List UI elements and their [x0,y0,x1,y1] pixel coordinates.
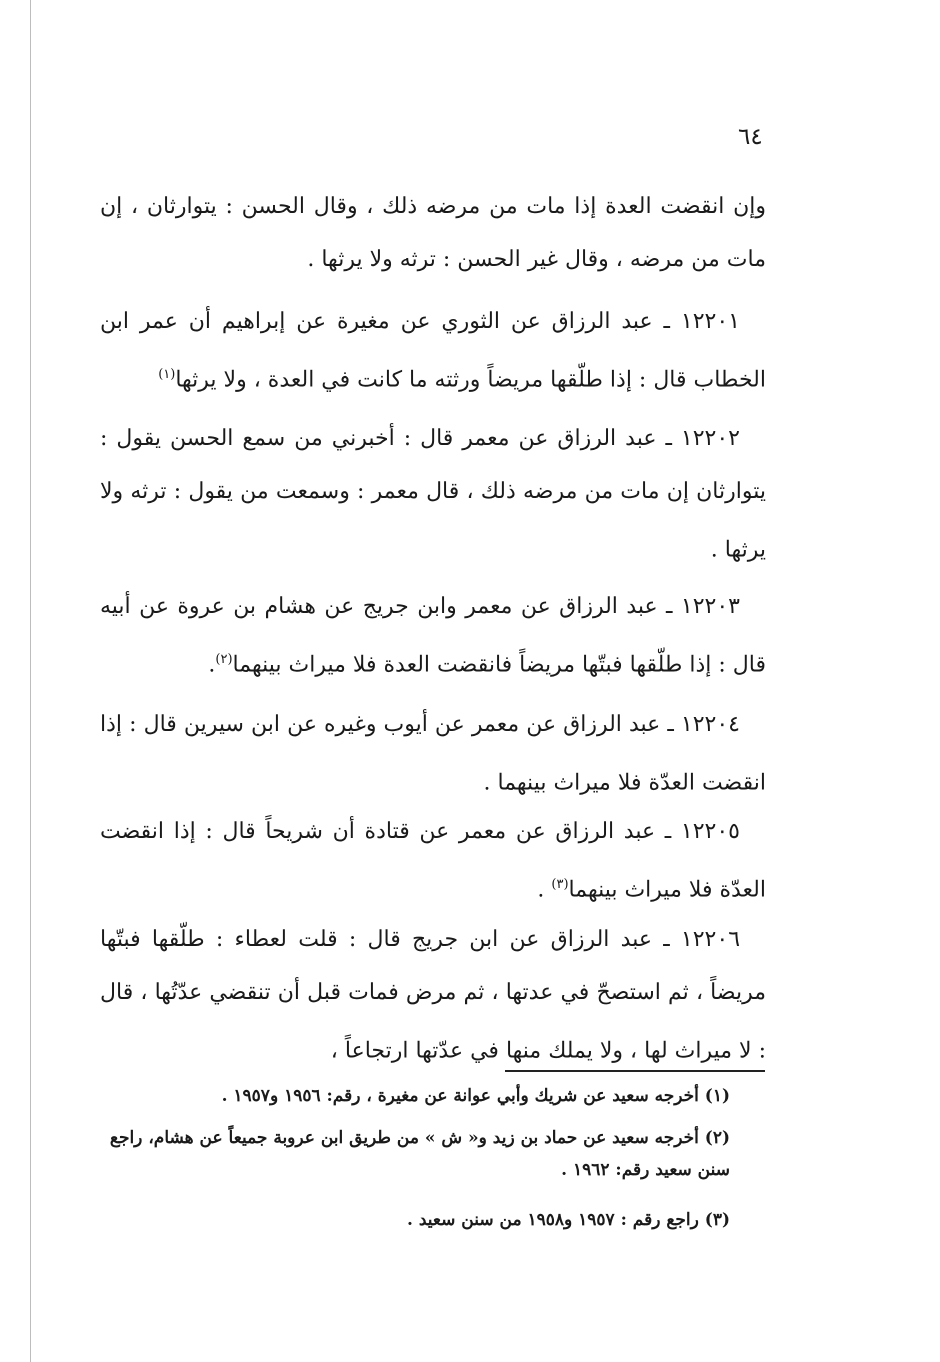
hadith-12205 [100,805,766,916]
footnote-1: (١) أخرجه سعيد عن شريك وأبي عوانة عن مغيرة ، رقم: ١٩٥٦ و١٩٥٧ . [221,1086,730,1106]
hadith-text: ١٢٢٠٦ ـ عبد الرزاق عن ابن جريج قال : قلت لعطاء : طلّقها فبتّها مريضاً ، ثم استصحّ في عدتها ، ثم مرض فمات قبل أن تنقضي عدّتُها ، قال : لا ميراث لها ، ولا يملك منها في عدّتها ارتجاعاً ، [100,927,766,1064]
scan-edge-line [30,0,31,1362]
hadith-text: ١٢٢٠٣ ـ عبد الرزاق عن معمر وابن جريج عن هشام بن عروة عن أبيه قال : إذا طلّقها فبتّها مريضاً فانقضت العدة فلا ميراث بينهما [100,594,766,678]
hadith-12206 [100,913,766,1077]
footnote-2: (٢) أخرجه سعيد عن حماد بن زيد و« ش » من طريق ابن عروبة جميعاً عن هشام، راجع سنن سعيد رقم: ١٩٦٢ . [109,1128,730,1180]
footnote-separator [505,1070,765,1072]
footnote-3: (٣) راجع رقم : ١٩٥٧ و١٩٥٨ من سنن سعيد . [407,1210,730,1230]
hadith-text: ١٢٢٠٤ ـ عبد الرزاق عن معمر عن أيوب وغيره عن ابن سيرين قال : إذا انقضت العدّة فلا ميراث بينهما . [100,712,766,796]
footnote-mark: (٢) [215,652,233,667]
hadith-tail: . [208,652,216,678]
hadith-text: ١٢٢٠٢ ـ عبد الرزاق عن معمر قال : أخبرني من سمع الحسن يقول : يتوارثان إن مات من مرضه ذلك ، قال معمر : وسمعت من يقول : ترثه ولا يرثها . [100,426,766,563]
footnote-mark: (٣) [551,877,569,892]
footnote-mark: (١) [158,367,176,382]
hadith-12202 [100,412,766,576]
hadith-text: ١٢٢٠٥ ـ عبد الرزاق عن معمر عن قتادة أن شريحاً قال : إذا انقضت العدّة فلا ميراث بينهما [100,819,766,903]
hadith-12201 [100,295,766,406]
hadith-12204 [100,698,766,809]
hadith-12203 [100,580,766,691]
page-number: ٦٤ [738,124,763,150]
hadith-tail: . [537,877,552,903]
intro-paragraph: وإن انقضت العدة إذا مات من مرضه ذلك ، وقال الحسن : يتوارثان ، إن مات من مرضه ، وقال غير الحسن : ترثه ولا يرثها . [100,194,766,272]
hadith-text: ١٢٢٠١ ـ عبد الرزاق عن الثوري عن مغيرة عن إبراهيم أن عمر ابن الخطاب قال : إذا طلّقها مريضاً ورثته ما كانت في العدة ، ولا يرثها [100,309,766,393]
